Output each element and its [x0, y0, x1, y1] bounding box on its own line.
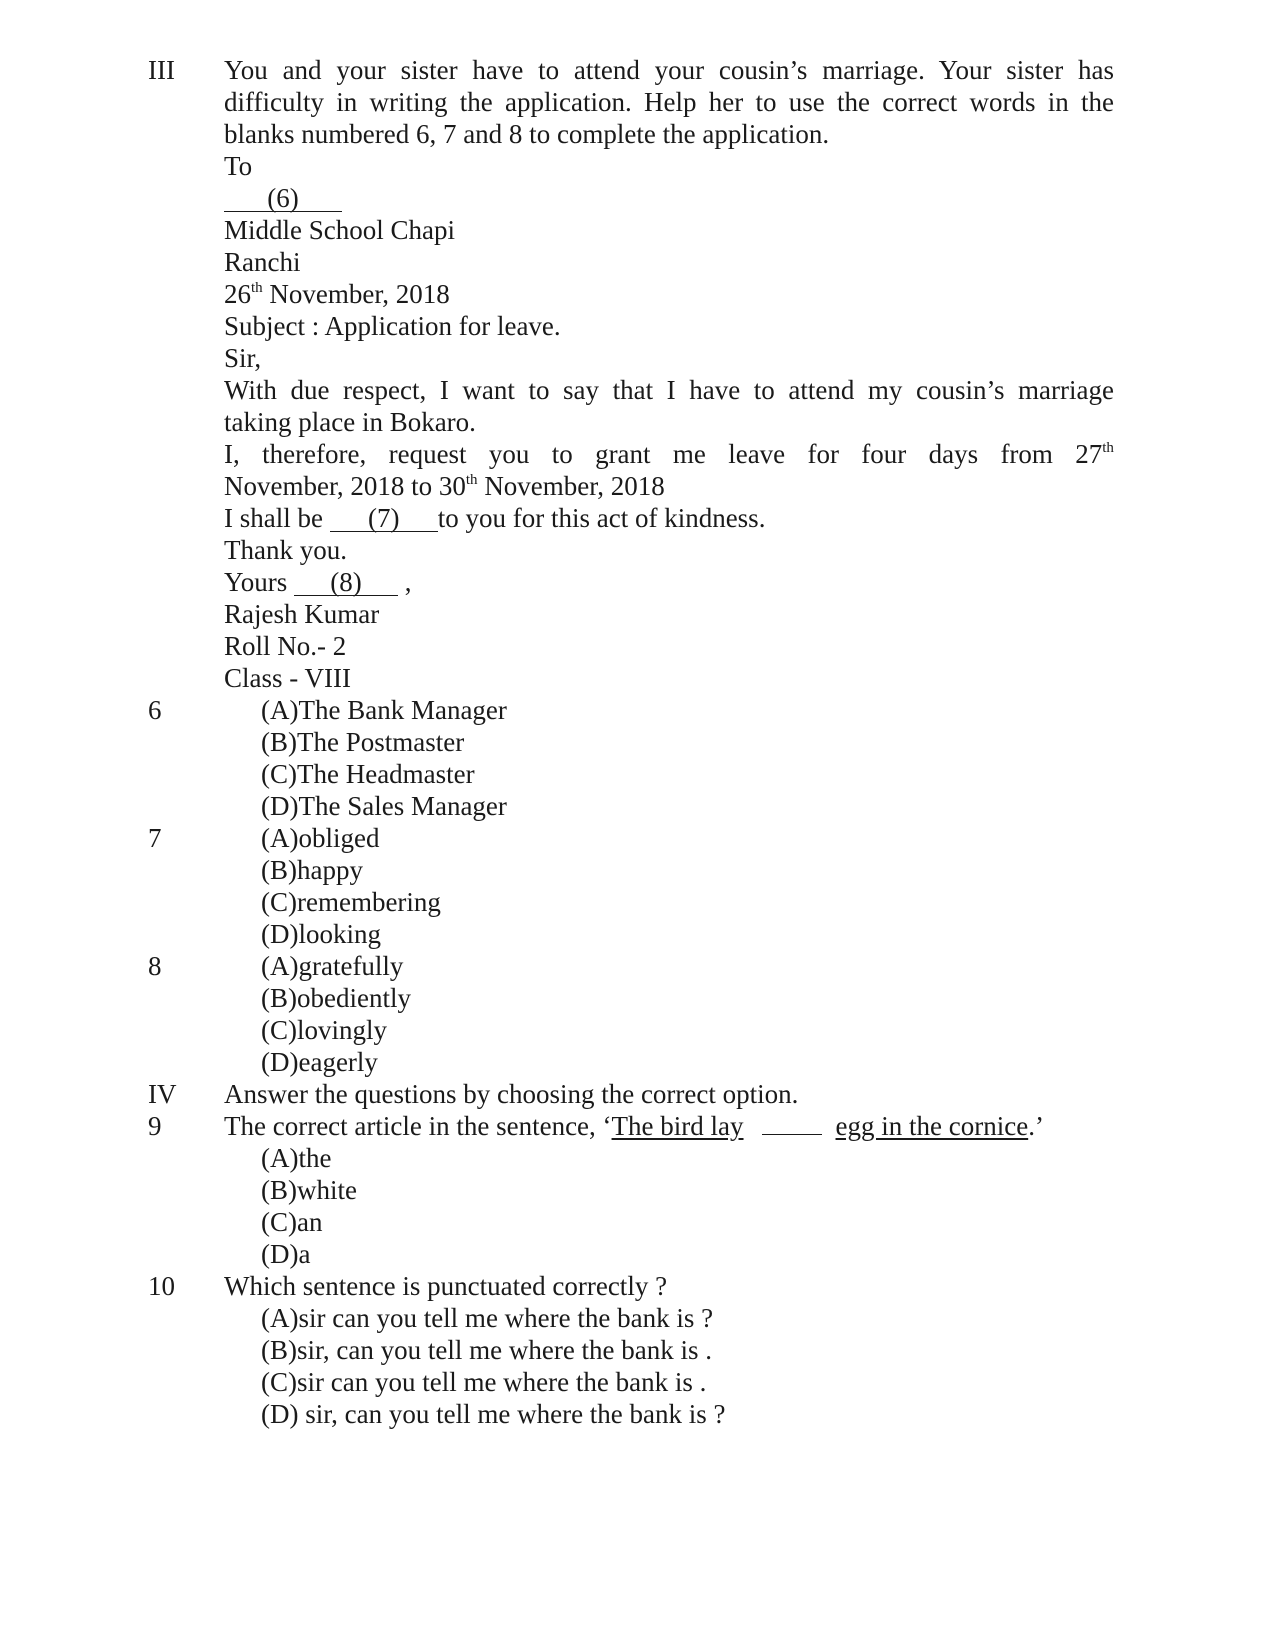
letter-closing — [224, 566, 412, 598]
option[interactable]: (D)eagerly — [261, 1047, 378, 1077]
underlined-text: The bird lay — [611, 1111, 744, 1141]
option[interactable]: (C)The Headmaster — [261, 759, 475, 789]
letter-body-1a: With due respect, I want to say that I have to attend my cousin’s marriage — [224, 375, 1114, 405]
letter-thanks: Thank you. — [224, 535, 347, 565]
text: .’ — [1028, 1111, 1044, 1141]
word: for — [807, 439, 839, 469]
section-label: III — [148, 55, 175, 85]
option[interactable]: (A)gratefully — [261, 951, 404, 981]
word: therefore, — [262, 439, 367, 469]
question-number: 10 — [148, 1271, 175, 1301]
option[interactable]: (C)an — [261, 1207, 323, 1237]
letter-to: To — [224, 151, 253, 181]
option[interactable]: (B)obediently — [261, 983, 411, 1013]
section-label: IV — [148, 1079, 177, 1109]
word: 27th — [1075, 439, 1114, 469]
letter-body-2b — [224, 470, 665, 502]
option[interactable]: (D)The Sales Manager — [261, 791, 507, 821]
word: me — [672, 439, 706, 469]
letter-subject: Subject : Application for leave. — [224, 311, 561, 341]
option[interactable]: (A)obliged — [261, 823, 380, 853]
word: days — [928, 439, 979, 469]
sup: th — [465, 472, 478, 488]
letter-date — [224, 278, 450, 310]
text: November, 2018 to 30 — [224, 471, 466, 501]
question-number: 7 — [148, 823, 162, 853]
date-day: 26 — [224, 279, 251, 309]
letter-name: Rajesh Kumar — [224, 599, 380, 629]
option[interactable]: (D)looking — [261, 919, 381, 949]
underlined-text: egg in the cornice — [835, 1111, 1029, 1141]
blank-8: (8) — [294, 569, 398, 596]
option[interactable]: (B)sir, can you tell me where the bank is . — [261, 1335, 713, 1365]
word: four — [861, 439, 907, 469]
option[interactable]: (B)white — [261, 1175, 357, 1205]
word: I, — [224, 439, 240, 469]
text: November, 2018 — [477, 471, 665, 501]
intro-line-3: blanks numbered 6, 7 and 8 to complete the application. — [224, 119, 830, 149]
question-number: 9 — [148, 1111, 162, 1141]
letter-roll: Roll No.- 2 — [224, 631, 347, 661]
text: I shall be — [224, 503, 330, 533]
option[interactable]: (A)the — [261, 1143, 332, 1173]
letter-body-2a — [224, 438, 1114, 470]
question-number: 8 — [148, 951, 162, 981]
option[interactable]: (D)a — [261, 1239, 311, 1269]
option[interactable]: (A)sir can you tell me where the bank is ? — [261, 1303, 714, 1333]
letter-salutation: Sir, — [224, 343, 262, 373]
option[interactable]: (C)lovingly — [261, 1015, 387, 1045]
question-text — [224, 1110, 1044, 1142]
blank-7: (7) — [330, 505, 438, 532]
option[interactable]: (B)happy — [261, 855, 363, 885]
letter-school: Middle School Chapi — [224, 215, 455, 245]
option[interactable]: (B)The Postmaster — [261, 727, 465, 757]
word: to — [551, 439, 573, 469]
option[interactable]: (D) sir, can you tell me where the bank is ? — [261, 1399, 726, 1429]
word: grant — [595, 439, 651, 469]
letter-class: Class - VIII — [224, 663, 351, 693]
intro-line-2: difficulty in writing the application. Help her to use the correct words in the — [224, 87, 1114, 117]
date-sup: th — [251, 280, 263, 296]
word: from — [1000, 439, 1053, 469]
date-rest: November, 2018 — [262, 279, 450, 309]
letter-shall — [224, 502, 765, 534]
text: The correct article in the sentence, ‘ — [224, 1111, 612, 1141]
text: , — [398, 567, 412, 597]
blank-6: (6) — [224, 185, 342, 212]
word: you — [488, 439, 530, 469]
letter-body-1b: taking place in Bokaro. — [224, 407, 476, 437]
option[interactable]: (A)The Bank Manager — [261, 695, 507, 725]
text: Yours — [224, 567, 295, 597]
section-instruction: Answer the questions by choosing the correct option. — [224, 1079, 799, 1109]
letter-city: Ranchi — [224, 247, 301, 277]
option[interactable]: (C)sir can you tell me where the bank is . — [261, 1367, 707, 1397]
letter-addressee — [224, 182, 342, 214]
word: leave — [728, 439, 786, 469]
article-blank — [762, 1116, 822, 1135]
word: request — [388, 439, 467, 469]
question-text: Which sentence is punctuated correctly ? — [224, 1271, 668, 1301]
text: to you for this act of kindness. — [437, 503, 766, 533]
option[interactable]: (C)remembering — [261, 887, 441, 917]
intro-line-1: You and your sister have to attend your cousin’s marriage. Your sister has — [224, 55, 1114, 85]
question-number: 6 — [148, 695, 162, 725]
